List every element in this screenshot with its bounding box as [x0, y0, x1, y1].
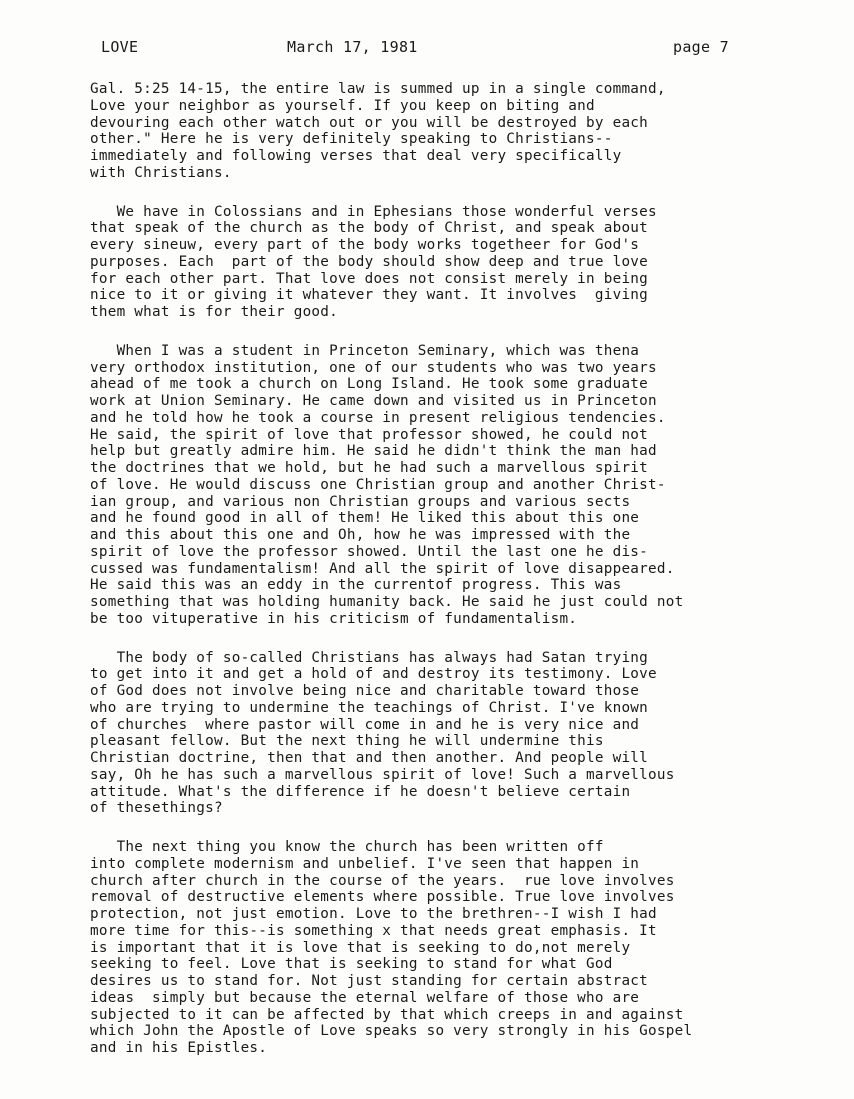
text-line: protection, not just emotion. Love to the brethren--I wish I had [90, 906, 657, 922]
paragraph-4 [90, 650, 790, 818]
text-line: and in his Epistles. [90, 1040, 268, 1056]
text-line: attitude. What's the difference if he doesn't believe certain [90, 783, 631, 800]
text-line: The body of so-called Christians has always had Satan trying [90, 649, 649, 666]
text-line: and he told how he took a course in present religious tendencies. [90, 409, 666, 426]
text-line: seeking to feel. Love that is seeking to stand for what God [90, 956, 613, 973]
paragraph-5 [90, 839, 790, 1057]
text-line: desires us to stand for. Not just standing for certain abstract [90, 973, 649, 989]
text-line: removal of destructive elements where possible. True love involves [90, 889, 675, 906]
text-line: subjected to it can be affected by that which creeps in and against [90, 1006, 684, 1023]
text-line: other." Here he is very definitely speaking to Christians-- [90, 131, 613, 148]
text-line: of thesethings? [90, 800, 223, 817]
text-line: of churches where pastor will come in and he is very nice and [90, 716, 640, 733]
text-line: more time for this--is something x that needs great emphasis. It [90, 922, 657, 939]
text-line: We have in Colossians and in Ephesians those wonderful verses [90, 203, 657, 220]
text-line: ian group, and various non Christian groups and various sects [90, 493, 631, 510]
text-line: of love. He would discuss one Christian group and another Christ- [90, 476, 666, 493]
text-line: He said this was an eddy in the currentof progress. This was [90, 577, 622, 594]
text-line: nice to it or giving it whatever they want. It involves giving [90, 287, 649, 304]
text-line: with Christians. [90, 164, 232, 181]
text-line: immediately and following verses that deal very specifically [90, 148, 622, 164]
text-line: of God does not involve being nice and charitable toward those [90, 683, 640, 699]
text-line: every sineuw, every part of the body works togetheer for God's [90, 237, 640, 253]
text-line: He said, the spirit of love that professor showed, he could not [90, 426, 649, 443]
text-line: for each other part. That love does not consist merely in being [90, 270, 649, 287]
text-line: Love your neighbor as yourself. If you keep on biting and [90, 97, 595, 114]
text-line: say, Oh he has such a marvellous spirit of love! Such a marvellous [90, 766, 675, 783]
text-line: Christian doctrine, then that and then another. And people will [90, 750, 649, 766]
text-line: and this about this one and Oh, how he was impressed with the [90, 527, 631, 543]
text-line: very orthodox institution, one of our students who was two years [90, 359, 657, 376]
text-line: that speak of the church as the body of Christ, and speak about [90, 220, 649, 237]
paragraph-1 [90, 81, 790, 182]
paragraph-3 [90, 343, 790, 628]
page-header [0, 38, 854, 58]
header-page-number: page 7 [673, 38, 729, 56]
text-line: who are trying to undermine the teachings of Christ. I've known [90, 699, 649, 716]
text-line: church after church in the course of the years. rue love involves [90, 872, 675, 889]
text-line: is important that it is love that is seeking to do,not merely [90, 939, 631, 956]
text-line: something that was holding humanity back. He said he just could not [90, 594, 684, 610]
text-line: which John the Apostle of Love speaks so very strongly in his Gospel [90, 1023, 693, 1040]
header-title: LOVE [101, 38, 139, 56]
text-line: devouring each other watch out or you will be destroyed by each [90, 114, 649, 131]
text-line: purposes. Each part of the body should show deep and true love [90, 253, 649, 270]
text-line: When I was a student in Princeton Seminary, which was thena [90, 342, 640, 359]
text-line: Gal. 5:25 14-15, the entire law is summed up in a single command, [90, 81, 666, 97]
text-line: ideas simply but because the eternal welfare of those who are [90, 989, 640, 1006]
text-line: be too vituperative in his criticism of fundamentalism. [90, 610, 578, 627]
text-line: to get into it and get a hold of and destroy its testimony. Love [90, 666, 657, 683]
text-line: pleasant fellow. But the next thing he will undermine this [90, 733, 604, 750]
header-date: March 17, 1981 [287, 38, 418, 56]
paragraph-2 [90, 204, 790, 321]
text-line: the doctrines that we hold, but he had such a marvellous spirit [90, 460, 649, 476]
text-line: work at Union Seminary. He came down and visited us in Princeton [90, 393, 657, 409]
text-line: cussed was fundamentalism! And all the spirit of love disappeared. [90, 560, 675, 577]
body-text [90, 81, 790, 1079]
text-line: ahead of me took a church on Long Island. He took some graduate [90, 376, 649, 393]
text-line: spirit of love the professor showed. Until the last one he dis- [90, 543, 649, 560]
text-line: and he found good in all of them! He liked this about this one [90, 510, 640, 527]
text-line: help but greatly admire him. He said he didn't think the man had [90, 443, 657, 460]
text-line: into complete modernism and unbelief. I've seen that happen in [90, 855, 640, 872]
text-line: them what is for their good. [90, 304, 339, 320]
text-line: The next thing you know the church has been written off [90, 839, 604, 855]
